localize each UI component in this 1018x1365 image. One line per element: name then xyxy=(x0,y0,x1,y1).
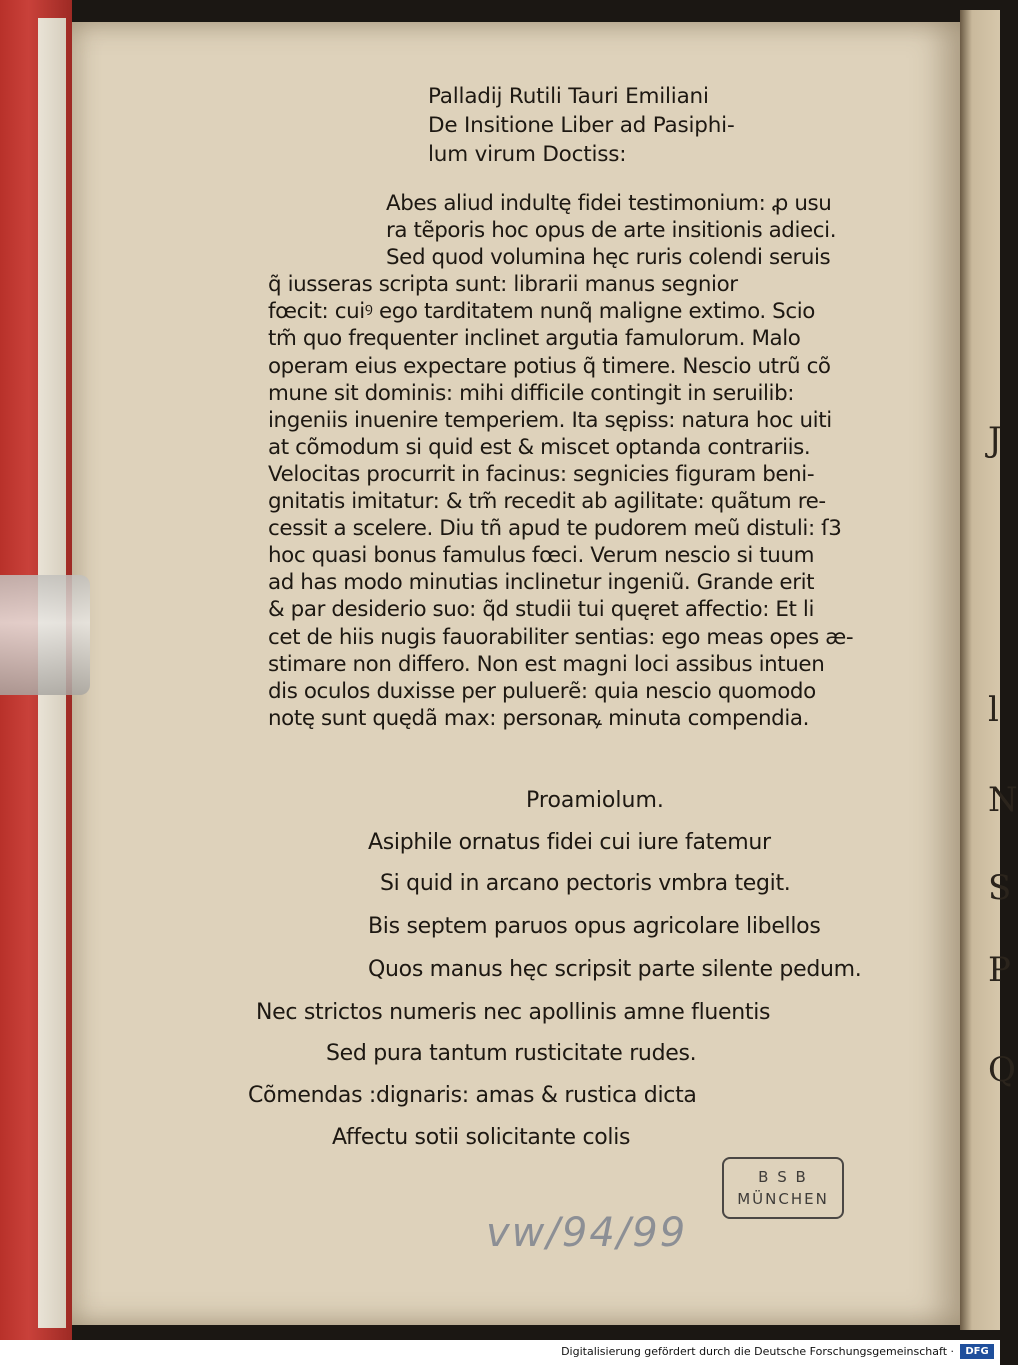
facing-page-letter: P xyxy=(988,950,1011,990)
title-heading xyxy=(428,82,735,169)
stamp-line: MÜNCHEN xyxy=(737,1190,829,1208)
pencil-shelfmark: vw/94/99 xyxy=(486,1210,688,1256)
prose-line: operam eius expectare potius q̃ timere. Nescio utrũ cõ xyxy=(268,353,831,379)
prose-line: Sed quod volumina hęc ruris colendi seruis xyxy=(386,245,831,271)
prose-line: ra tẽporis hoc opus de arte insitionis adieci. xyxy=(386,218,837,244)
prose-line: stimare non differo. Non est magni loci assibus intuen xyxy=(268,651,825,677)
facing-page-edge xyxy=(960,10,1000,1330)
prose-line: at cõmodum si quid est & miscet optanda contrariis. xyxy=(268,434,811,460)
verse-line: Bis septem paruos opus agricolare libellos xyxy=(368,914,821,939)
stamp-line: B S B xyxy=(758,1168,808,1186)
prose-line: notę sunt quędã max: personaꝶ minuta compendia. xyxy=(268,705,809,731)
verse-line: Affectu sotii solicitante colis xyxy=(332,1125,631,1150)
verse-line: Quos manus hęc scripsit parte silente pedum. xyxy=(368,957,862,982)
verse-line: Sed pura tantum rusticitate rudes. xyxy=(326,1041,697,1066)
prose-line: q̃ iusseras scripta sunt: librarii manus segnior xyxy=(268,272,738,298)
facing-page-letter: Q xyxy=(988,1050,1016,1090)
library-stamp xyxy=(722,1157,844,1219)
prose-line: Velocitas procurrit in facinus: segnicies figuram beni- xyxy=(268,461,815,487)
prose-line: dis oculos duxisse per puluerẽ: quia nescio quomodo xyxy=(268,678,816,704)
facing-page-letter: J xyxy=(988,420,1002,460)
facing-page-letter: S xyxy=(988,868,1012,908)
prose-line: fœcit: cuiꝰ ego tarditatem nunq̃ maligne extimo. Scio xyxy=(268,299,815,325)
prose-line: cet de hiis nugis fauorabiliter sentias: ego meas opes æ- xyxy=(268,624,854,650)
prose-line: hoc quasi bonus famulus fœci. Verum nescio si tuum xyxy=(268,543,815,569)
prose-line: & par desiderio suo: q̃d studii tui quęret affectio: Et li xyxy=(268,597,815,623)
heading-line: lum virum Doctiss: xyxy=(428,142,627,167)
funding-notice: Digitalisierung gefördert durch die Deutsche Forschungsgemeinschaft · xyxy=(561,1345,954,1358)
page-clip xyxy=(0,575,90,695)
dfg-logo-icon: DFG xyxy=(960,1344,994,1359)
verse-line: Cõmendas :dignaris: amas & rustica dicta xyxy=(248,1083,697,1108)
prose-line: ad has modo minutias inclinetur ingeniũ. Grande erit xyxy=(268,570,815,596)
prose-line: ingeniis inuenire temperiem. Ita sępiss: natura hoc uiti xyxy=(268,407,832,433)
proem-heading: Proamiolum. xyxy=(526,788,664,813)
prose-line: cessit a scelere. Diu tñ apud te pudorem meũ distuli: ſ3 xyxy=(268,516,842,542)
heading-line: De Insitione Liber ad Pasiphi- xyxy=(428,113,735,138)
prose-line: Abes aliud indultę fidei testimonium: ꝓ usu xyxy=(386,191,832,216)
verse-line: Nec strictos numeris nec apollinis amne fluentis xyxy=(256,1000,771,1025)
footer-bar xyxy=(0,1340,1000,1365)
prose-line: mune sit dominis: mihi difficile contingit in seruilib: xyxy=(268,380,795,406)
dedication-prose xyxy=(268,190,904,732)
verse-line: Si quid in arcano pectoris vmbra tegit. xyxy=(380,871,791,896)
facing-page-letter: l xyxy=(988,690,999,730)
facing-page-letter: N xyxy=(988,780,1018,820)
prose-line: gnitatis imitatur: & tm̃ recedit ab agilitate: quãtum re- xyxy=(268,489,826,515)
heading-line: Palladij Rutili Tauri Emiliani xyxy=(428,84,709,109)
prose-line: tm̃ quo frequenter inclinet argutia famulorum. Malo xyxy=(268,326,801,352)
verse-line: Asiphile ornatus fidei cui iure fatemur xyxy=(368,830,771,855)
